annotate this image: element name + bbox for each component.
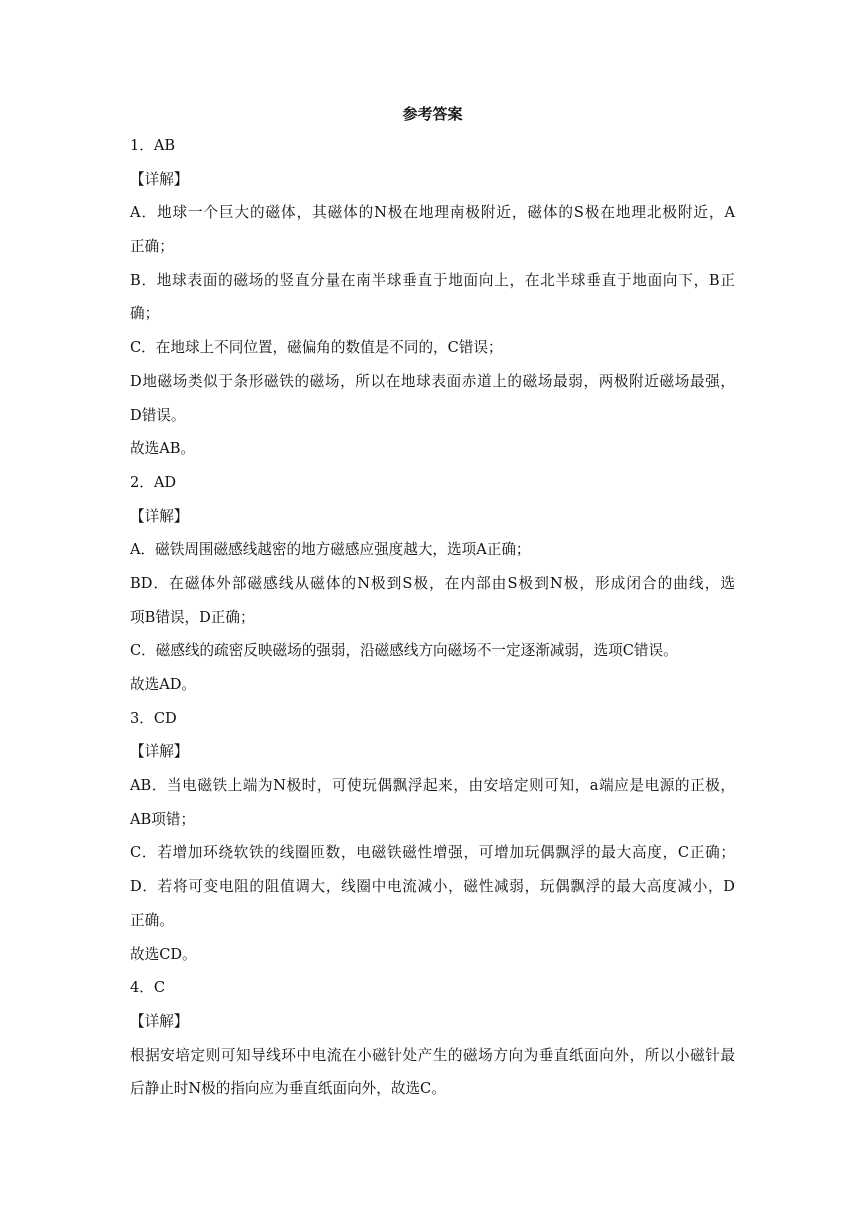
explanation-line: C．在地球上不同位置，磁偏角的数值是不同的，C错误； — [130, 339, 503, 357]
explanation-line: 根据安培定则可知导线环中电流在小磁针处产生的磁场方向为垂直纸面向外，所以小磁针最 — [130, 1046, 735, 1064]
answer-number: 4．C — [130, 979, 166, 997]
explanation-line: C．磁感线的疏密反映磁场的强弱，沿磁感线方向磁场不一定逐渐减弱，选项C错误。 — [130, 642, 678, 660]
explanation-heading: 【详解】 — [130, 170, 189, 188]
explanation-line: D地磁场类似于条形磁铁的磁场，所以在地球表面赤道上的磁场最弱，两极附近磁场最强， — [130, 372, 735, 390]
answer-block-4 — [130, 977, 735, 1099]
answer-block-3 — [130, 708, 735, 965]
page-title: 参考答案 — [402, 105, 463, 123]
explanation-line: A．磁铁周围磁感线越密的地方磁感应强度越大，选项A正确； — [130, 541, 531, 559]
explanation-line: 确； — [130, 305, 160, 323]
explanation-line: 后静止时N极的指向应为垂直纸面向外，故选C。 — [130, 1080, 446, 1098]
explanation-line: 项B错误，D正确； — [130, 608, 255, 626]
explanation-line: 正确。 — [130, 911, 174, 929]
explanation-line: D．若将可变电阻的阻值调大，线圈中电流减小，磁性减弱，玩偶飘浮的最大高度减小，D — [130, 878, 735, 896]
explanation-heading: 【详解】 — [130, 1012, 189, 1030]
explanation-heading: 【详解】 — [130, 743, 189, 761]
explanation-line: B．地球表面的磁场的竖直分量在南半球垂直于地面向上，在北半球垂直于地面向下，B正 — [130, 271, 735, 289]
answer-block-2 — [130, 472, 735, 695]
explanation-heading: 【详解】 — [130, 507, 189, 525]
answer-conclusion: 故选AB。 — [130, 440, 196, 458]
answer-number: 2．AD — [130, 473, 177, 491]
answer-conclusion: 故选CD。 — [130, 945, 197, 963]
answer-block-1 — [130, 135, 735, 459]
explanation-line: C．若增加环绕软铁的线圈匝数，电磁铁磁性增强，可增加玩偶飘浮的最大高度，C正确； — [130, 844, 735, 862]
answer-number: 3．CD — [130, 709, 177, 727]
explanation-line: BD．在磁体外部磁感线从磁体的N极到S极，在内部由S极到N极，形成闭合的曲线，选 — [130, 574, 735, 592]
explanation-line: AB项错； — [130, 810, 196, 828]
explanation-line: A．地球一个巨大的磁体，其磁体的N极在地理南极附近，磁体的S极在地理北极附近，A — [130, 204, 735, 222]
answer-number: 1．AB — [130, 137, 176, 154]
explanation-line: D错误。 — [130, 406, 186, 424]
explanation-line: 正确； — [130, 238, 174, 256]
explanation-line: AB．当电磁铁上端为N极时，可使玩偶飘浮起来，由安培定则可知，a端应是电源的正极， — [130, 777, 735, 795]
answer-conclusion: 故选AD。 — [130, 676, 197, 693]
